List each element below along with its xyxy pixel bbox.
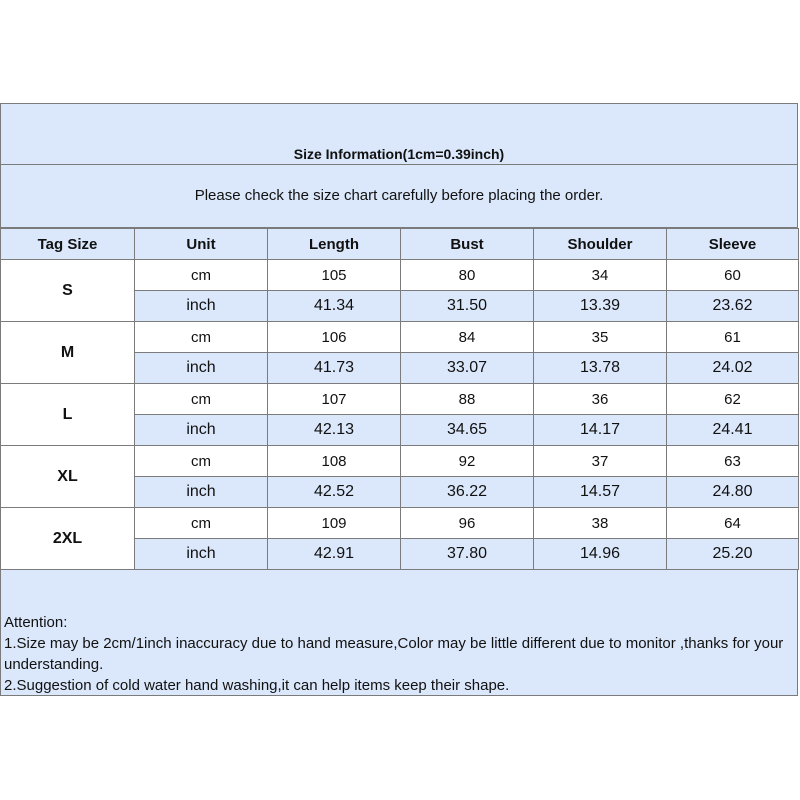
length-cell: 107 [268, 384, 401, 415]
length-cell: 41.34 [268, 291, 401, 322]
size-table [0, 228, 799, 570]
shoulder-cell: 35 [534, 322, 667, 353]
tag-size-cell: L [1, 384, 135, 446]
attention-line-2: 2.Suggestion of cold water hand washing,it can help items keep their shape. [4, 677, 510, 694]
bust-cell: 80 [401, 260, 534, 291]
sleeve-cell: 61 [667, 322, 799, 353]
unit-cell: cm [135, 322, 268, 353]
unit-cell: inch [135, 353, 268, 384]
length-cell: 42.52 [268, 477, 401, 508]
page-title: Size Information(1cm=0.39inch) [293, 146, 505, 162]
sleeve-cell: 24.41 [667, 415, 799, 446]
tag-size-cell: M [1, 322, 135, 384]
unit-cell: inch [135, 539, 268, 570]
unit-cell: cm [135, 384, 268, 415]
length-cell: 108 [268, 446, 401, 477]
length-cell: 41.73 [268, 353, 401, 384]
tag-size-cell: XL [1, 446, 135, 508]
bust-cell: 34.65 [401, 415, 534, 446]
unit-cell: inch [135, 415, 268, 446]
table-row [1, 322, 799, 353]
shoulder-cell: 37 [534, 446, 667, 477]
sleeve-cell: 24.80 [667, 477, 799, 508]
shoulder-cell: 14.96 [534, 539, 667, 570]
tag-size-cell: S [1, 260, 135, 322]
bust-cell: 36.22 [401, 477, 534, 508]
table-row [1, 446, 799, 477]
sleeve-cell: 23.62 [667, 291, 799, 322]
length-cell: 109 [268, 508, 401, 539]
length-cell: 106 [268, 322, 401, 353]
header-tag-size: Tag Size [1, 229, 135, 260]
table-row [1, 508, 799, 539]
bust-cell: 31.50 [401, 291, 534, 322]
header-unit: Unit [135, 229, 268, 260]
attention-heading: Attention: [4, 614, 68, 631]
shoulder-cell: 36 [534, 384, 667, 415]
spacer-band [0, 570, 798, 608]
table-header-row [1, 229, 799, 260]
bust-cell: 33.07 [401, 353, 534, 384]
bust-cell: 37.80 [401, 539, 534, 570]
tag-size-cell: 2XL [1, 508, 135, 570]
title-band [0, 103, 798, 165]
shoulder-cell: 13.39 [534, 291, 667, 322]
unit-cell: cm [135, 446, 268, 477]
length-cell: 42.13 [268, 415, 401, 446]
table-row [1, 384, 799, 415]
unit-cell: inch [135, 291, 268, 322]
sleeve-cell: 62 [667, 384, 799, 415]
bust-cell: 88 [401, 384, 534, 415]
shoulder-cell: 14.57 [534, 477, 667, 508]
unit-cell: cm [135, 508, 268, 539]
unit-cell: cm [135, 260, 268, 291]
attention-notes [0, 608, 798, 696]
shoulder-cell: 38 [534, 508, 667, 539]
sleeve-cell: 24.02 [667, 353, 799, 384]
sleeve-cell: 63 [667, 446, 799, 477]
shoulder-cell: 14.17 [534, 415, 667, 446]
bust-cell: 96 [401, 508, 534, 539]
sleeve-cell: 25.20 [667, 539, 799, 570]
bust-cell: 84 [401, 322, 534, 353]
sleeve-cell: 64 [667, 508, 799, 539]
header-sleeve: Sleeve [667, 229, 799, 260]
header-bust: Bust [401, 229, 534, 260]
notice-band [0, 165, 798, 228]
shoulder-cell: 13.78 [534, 353, 667, 384]
bust-cell: 92 [401, 446, 534, 477]
length-cell: 105 [268, 260, 401, 291]
unit-cell: inch [135, 477, 268, 508]
shoulder-cell: 34 [534, 260, 667, 291]
attention-line-1: 1.Size may be 2cm/1inch inaccuracy due to hand measure,Color may be little different due to monitor ,thanks for your understanding. [4, 635, 784, 673]
notice-text: Please check the size chart carefully before placing the order. [194, 186, 604, 204]
header-length: Length [268, 229, 401, 260]
length-cell: 42.91 [268, 539, 401, 570]
header-shoulder: Shoulder [534, 229, 667, 260]
table-row [1, 260, 799, 291]
sleeve-cell: 60 [667, 260, 799, 291]
